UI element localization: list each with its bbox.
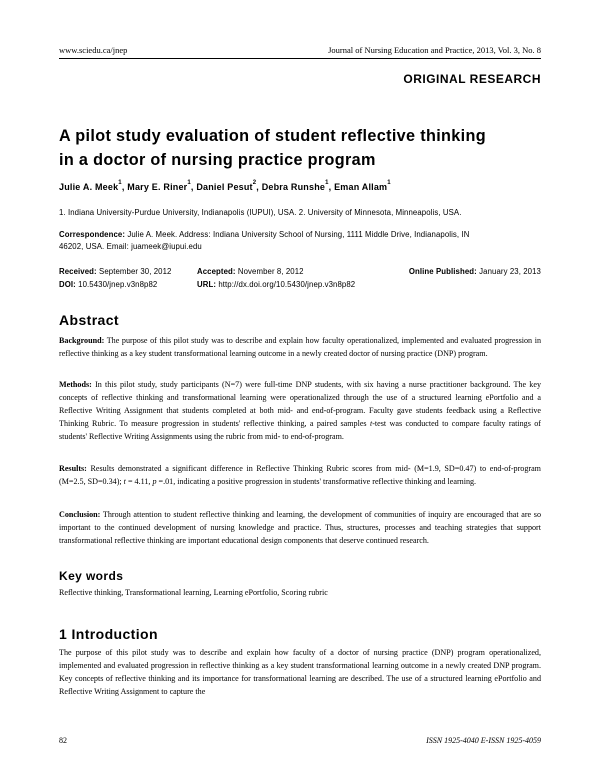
- section-label: ORIGINAL RESEARCH: [403, 72, 541, 86]
- author: Eman Allam$^1$: [334, 180, 391, 192]
- running-header-journal: Journal of Nursing Education and Practice, 2013, Vol. 3, No. 8: [328, 45, 541, 55]
- doi: 10.5430/jnep.v3n8p82: [78, 279, 158, 289]
- correspondence: Correspondence: Julie A. Meek. Address: Indiana University School of Nursing, 1111 Middle Drive, Indianapolis, IN 46202, USA. Email: juameek@iupui.edu: [59, 229, 543, 252]
- title-line-1: A pilot study evaluation of student reflective thinking: [59, 127, 486, 145]
- correspondence-label: Correspondence:: [59, 230, 126, 239]
- title-line-2: in a doctor of nursing practice program: [59, 151, 376, 169]
- received-date: September 30, 2012: [99, 267, 172, 276]
- abstract-heading: Abstract: [59, 312, 119, 328]
- online-published-block: Online Published: January 23, 2013: [408, 267, 541, 276]
- author: Debra Runshe$^1$: [261, 180, 329, 192]
- abstract-results: Results: Results demonstrated a significant difference in Reflective Thinking Rubric scores from mid- (M=1.9, SD=0.47) to end-of-program (M=2.5, SD=0.34); t = 4.11, p =.01, indicating a positive progression in students' transformative reflective thinking and learning.: [59, 464, 541, 487]
- keywords-heading: Key words: [59, 569, 124, 583]
- received-block: Received: September 30, 2012 DOI: 10.5430/jnep.v3n8p82: [59, 267, 172, 289]
- issn: ISSN 1925-4040 E-ISSN 1925-4059: [426, 736, 541, 745]
- abstract-background: Background: The purpose of this pilot study was to describe and explain how faculty operationalized, implemented and evaluated progression in reflective thinking as a key student transformational learning outcome in a newly created doctor of nursing practice (DNP) program.: [59, 336, 541, 359]
- affiliations: 1. Indiana University-Purdue University, Indianapolis (IUPUI), USA. 2. University of Minnesota, Minneapolis, USA.: [59, 208, 462, 217]
- correspondence-email[interactable]: 46202, USA. Email: juameek@iupui.edu: [59, 241, 202, 251]
- author: Daniel Pesut$^2$: [196, 180, 257, 192]
- accepted-block: Accepted: November 8, 2012 URL: http://dx.doi.org/10.5430/jnep.v3n8p82: [197, 267, 356, 289]
- accepted-date: November 8, 2012: [237, 267, 304, 276]
- header-divider: [59, 58, 541, 59]
- keywords-text: Reflective thinking, Transformational learning, Learning ePortfolio, Scoring rubric: [59, 588, 328, 597]
- introduction-heading: 1 Introduction: [59, 626, 158, 642]
- running-header-url: www.sciedu.ca/jnep: [59, 45, 128, 55]
- online-date: January 23, 2013: [479, 267, 541, 276]
- page-number: 82: [59, 736, 67, 745]
- author: Mary E. Riner$^1$: [127, 180, 191, 192]
- doi-url-link[interactable]: http://dx.doi.org/10.5430/jnep.v3n8p82: [218, 279, 356, 289]
- author: Julie A. Meek$^1$: [59, 180, 122, 192]
- author-list: Julie A. Meek$^1$, Mary E. Riner$^1$, Daniel Pesut$^2$, Debra Runshe$^1$, Eman Allam$^1$: [59, 180, 391, 192]
- paper-title: [59, 124, 549, 172]
- introduction-text: The purpose of this pilot study was to describe and explain how faculty of a doctor of nursing practice (DNP) program operationalized, implemented and evaluated progression in reflective thinking as a key student transformational learning outcome in a newly created DNP program. Key concepts of reflective thinking and its importance for transformational learning are described. The use of a structured learning ePortfolio and Reflective Writing Assignment to capture the: [59, 648, 541, 697]
- abstract-methods: Methods: In this pilot study, study participants (N=7) were full-time DNP students, with six having a nurse practitioner background. The key concepts of reflective thinking and transformational learning were operationalized through the use of a structured learning ePortfolio and a Reflective Writing Assignment that students completed at both mid- and end-of-program. Faculty gave students feedback using a Reflective Thinking Rubric. To measure progression in students' reflective thinking, a paired samples t-test was conducted to compare faculty ratings of students' Reflective Writing Assignments using the rubric from mid- to end-of-program.: [59, 380, 541, 442]
- abstract-conclusion: Conclusion: Through attention to student reflective thinking and learning, the development of communities of inquiry are encouraged that are so important to the continued development of nursing knowledge and practice. Thus, structures, processes and teaching strategies that support transformational reflective thinking are important educational design components that deserve continued research.: [59, 510, 541, 546]
